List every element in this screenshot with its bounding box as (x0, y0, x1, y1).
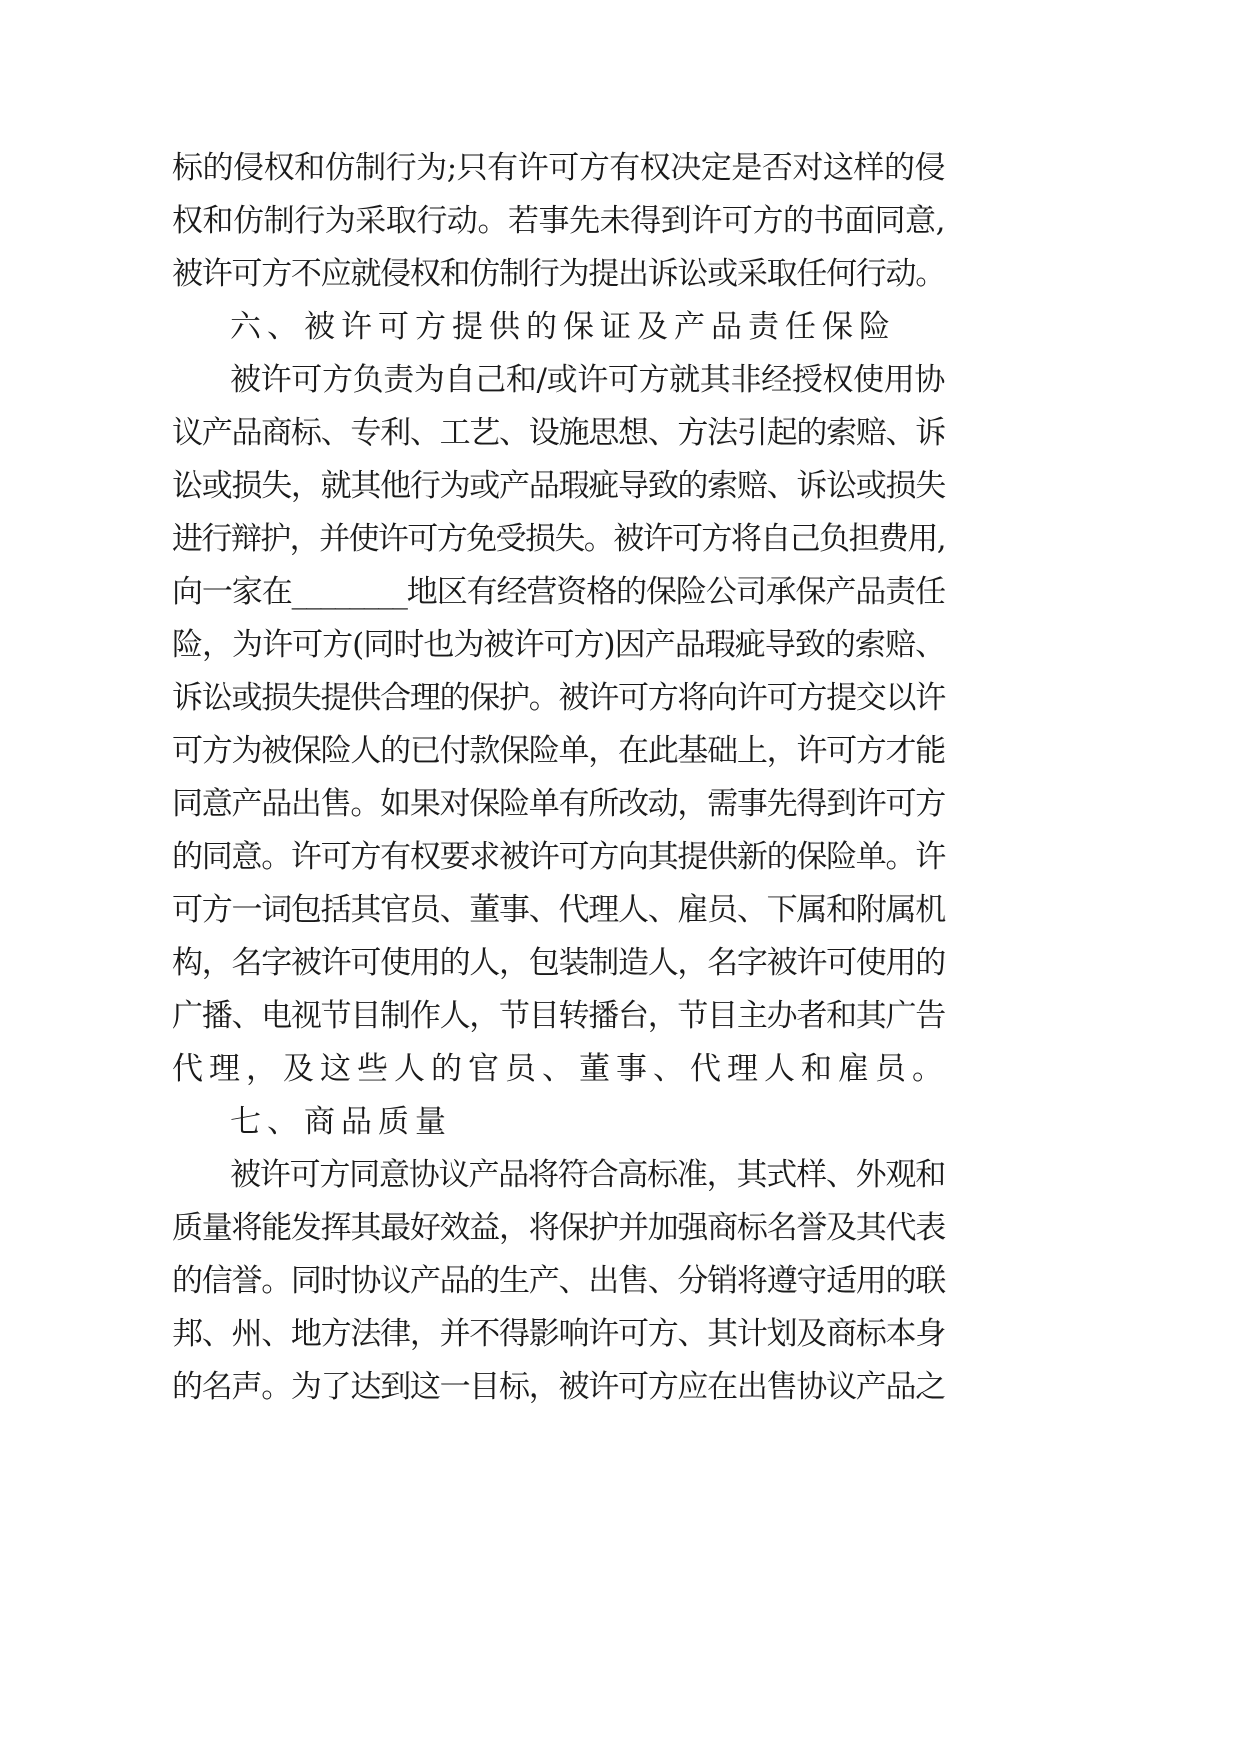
body-text-line: 的同意。许可方有权要求被许可方向其提供新的保险单。许 (172, 839, 945, 875)
body-text-line: 可方一词包括其官员、董事、代理人、雇员、下属和附属机 (172, 892, 945, 928)
body-text-line: 诉讼或损失提供合理的保护。被许可方将向许可方提交以许 (172, 680, 945, 716)
body-text-line: 被许可方负责为自己和/或许可方就其非经授权使用协 (230, 362, 945, 398)
body-text-line: 议产品商标、专利、工艺、设施思想、方法引起的索赔、诉 (172, 415, 945, 451)
body-text-line: 代理，及这些人的官员、董事、代理人和雇员。 (172, 1051, 949, 1087)
body-text-line: 讼或损失，就其他行为或产品瑕疵导致的索赔、诉讼或损失 (172, 468, 945, 504)
body-text-line: 同意产品出售。如果对保险单有所改动，需事先得到许可方 (172, 786, 945, 822)
body-text-line: 向一家在________地区有经营资格的保险公司承保产品责任 (172, 574, 945, 610)
body-text-line: 进行辩护，并使许可方免受损失。被许可方将自己负担费用, (172, 521, 945, 557)
section-heading-7: 七、商品质量 (230, 1104, 452, 1140)
section-heading-6: 六、被许可方提供的保证及产品责任保险 (230, 309, 896, 345)
body-text-line: 邦、州、地方法律，并不得影响许可方、其计划及商标本身 (172, 1316, 945, 1352)
body-text-line: 质量将能发挥其最好效益，将保护并加强商标名誉及其代表 (172, 1210, 945, 1246)
body-text-line: 的名声。为了达到这一目标，被许可方应在出售协议产品之 (172, 1369, 945, 1405)
body-text-line: 险，为许可方(同时也为被许可方)因产品瑕疵导致的索赔、 (172, 627, 945, 663)
body-text-line: 的信誉。同时协议产品的生产、出售、分销将遵守适用的联 (172, 1263, 945, 1299)
body-text-line: 被许可方同意协议产品将符合高标准，其式样、外观和 (230, 1157, 945, 1193)
body-text-line: 标的侵权和仿制行为;只有许可方有权决定是否对这样的侵 (172, 150, 945, 186)
body-text-line: 可方为被保险人的已付款保险单，在此基础上，许可方才能 (172, 733, 945, 769)
body-text-line: 权和仿制行为采取行动。若事先未得到许可方的书面同意, (172, 203, 945, 239)
body-text-line: 构，名字被许可使用的人，包装制造人，名字被许可使用的 (172, 945, 945, 981)
body-text-line: 广播、电视节目制作人，节目转播台，节目主办者和其广告 (172, 998, 945, 1034)
body-text-line: 被许可方不应就侵权和仿制行为提出诉讼或采取任何行动。 (172, 256, 945, 292)
